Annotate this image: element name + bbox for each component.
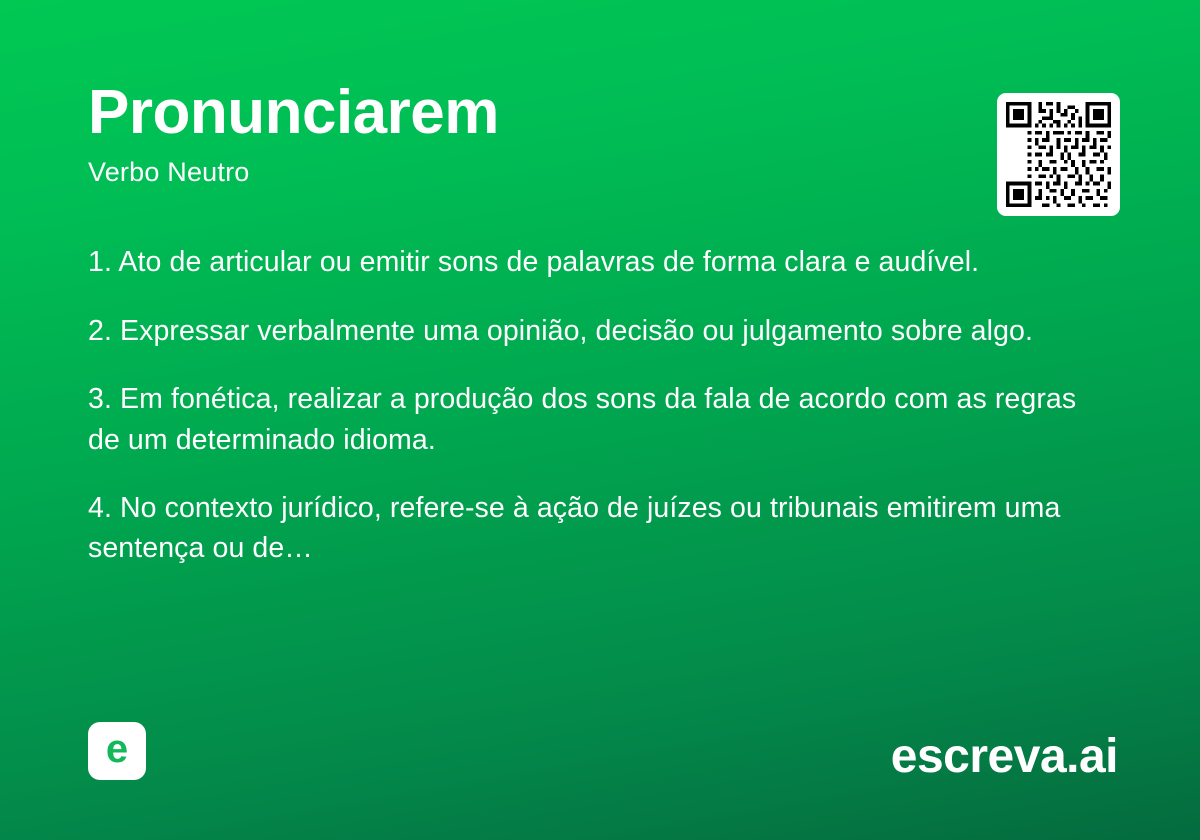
escreva-logo-icon [88, 722, 146, 780]
list-item: 1. Ato de articular ou emitir sons de palavras de forma clara e audível. [88, 246, 980, 279]
page-title: Pronunciarem [88, 78, 499, 147]
brand-wordmark: escreva.ai [890, 730, 1118, 783]
list-item: 4. No contexto jurídico, refere-se à ação de juízes ou tribunais emitirem uma sentença ou de… [88, 491, 1061, 565]
word-class-subtitle: Verbo Neutro [88, 157, 250, 188]
definition-list [88, 242, 1078, 569]
logo-letter: e [105, 727, 129, 771]
card-content [88, 80, 1120, 569]
list-item: 3. Em fonética, realizar a produção dos sons da fala de acordo com as regras de um determinado idioma. [88, 383, 1077, 456]
list-item: 2. Expressar verbalmente uma opinião, decisão ou julgamento sobre algo. [88, 314, 1033, 347]
